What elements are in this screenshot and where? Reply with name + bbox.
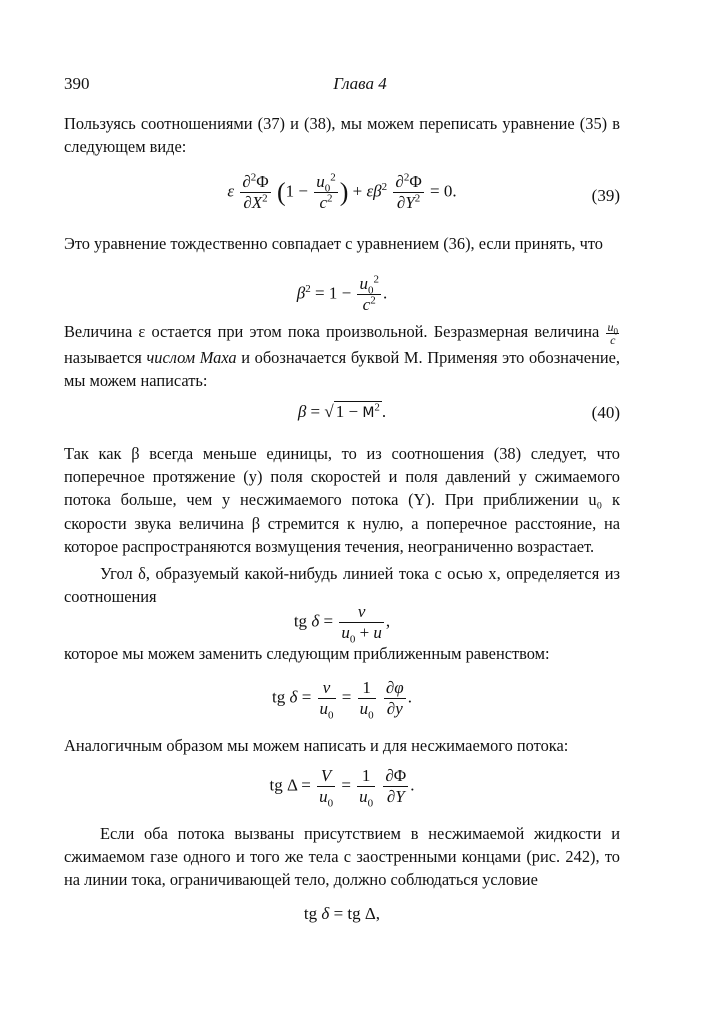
equation-39: ε $\frac{\partial^2\Phi}{\partial X^2}$ (1 − $\frac{u_0^2}{c^2}$ ) + $\varepsilon\beta^2$ $\frac{\partial^2\Phi}{\partial Y^2}$ = 0. (227, 171, 457, 212)
paragraph-3-part-b: называется (64, 347, 142, 367)
equation-tg-delta-exact: tg δ = $\frac{v}{u_0 + u}$ , (293, 602, 391, 646)
equation-tg-Delta: tg Δ = $\frac{V}{u_0}$ = $\frac{1}{u_0}$ $\frac{\partial\Phi}{\partial Y}$ . (269, 766, 415, 810)
paragraph-2: Это уравнение тождественно совпадает с уравнением (36), если принять, что (64, 234, 603, 253)
paragraph-8: Если оба потока вызваны присутствием в несжимаемой жидкости и сжимаемом газе одного и того же тела с заостренными концами (рис. 242), то на линии тока, ограничивающей тело, должно соблюдаться условие (64, 824, 620, 890)
paragraph-3 (64, 320, 620, 392)
equation-boundary-condition: tg δ = tg Δ, (303, 904, 381, 923)
equation-39-number: (39) (591, 186, 620, 205)
paragraph-3-part-c: и обозначается буквой M. Применяя это обозначение, мы можем написать: (64, 347, 620, 390)
mach-number-term: числом Маха (146, 347, 237, 367)
paragraph-4: Так как β всегда меньше единицы, то из соотношения (38) следует, что поперечное протяжение (y) поля скоростей и поля давлений у сжимаемого потока больше, чем у несжимаемого потока (Y). При приближении u₀ к скорости звука величина β стремится к нулю, а поперечное расстояние, на которое распространяются возмущения течения, неограниченно возрастает. (64, 444, 620, 556)
paragraph-3-part-a: Величина ε остается при этом пока произвольной. Безразмерная величина (64, 322, 600, 341)
equation-40: β = √ $1 - M^2$ . (297, 401, 387, 421)
paragraph-6: которое мы можем заменить следующим приближенным равенством: (64, 644, 550, 663)
mach-fraction: $\frac{u_0}{c}$ (607, 319, 618, 347)
equation-40-number: (40) (591, 403, 620, 422)
paragraph-1: Пользуясь соотношениями (37) и (38), мы можем переписать уравнение (35) в следующем виде: (64, 114, 620, 157)
page-number: 390 (64, 74, 90, 93)
equation-beta-squared: $\beta^2 = 1$ − $\frac{u_0^2}{c^2}$ . (296, 273, 388, 314)
equation-tg-delta-approx: tg δ = $\frac{v}{u_0}$ = $\frac{1}{u_0}$ $\frac{\partial\varphi}{\partial y}$ . (272, 678, 412, 722)
chapter-title: Глава 4 (333, 74, 387, 93)
paragraph-5: Угол δ, образуемый какой-нибудь линией тока с осью x, определяется из соотношения (64, 564, 620, 607)
paragraph-7: Аналогичным образом мы можем написать и для несжимаемого потока: (64, 736, 569, 755)
